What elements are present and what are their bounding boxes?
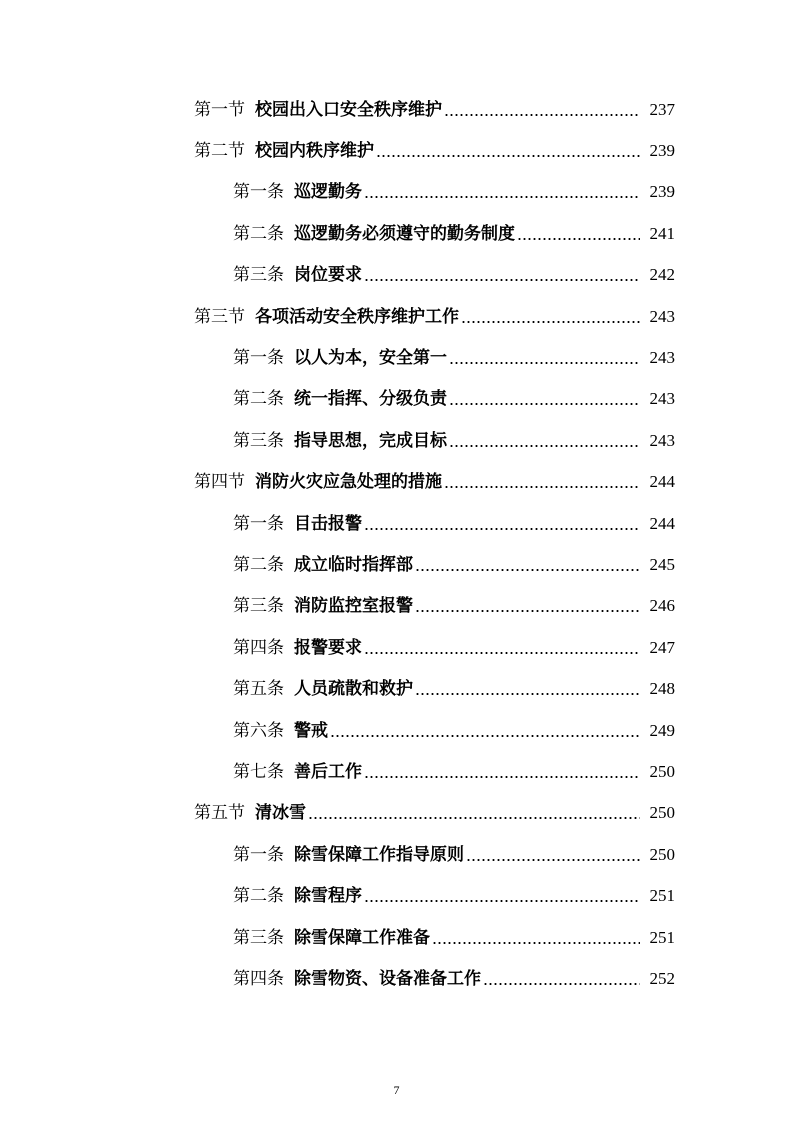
dot-leader [432,928,640,948]
toc-entry[interactable] [0,337,793,378]
toc-entry[interactable] [0,255,793,296]
entry-number: 第六条 [233,720,284,741]
entry-title: 除雪保障工作指导原则 [294,844,464,865]
entry-page: 243 [649,430,675,450]
dot-leader [461,307,640,327]
entry-title: 校园出入口安全秩序维护 [255,99,442,120]
entry-number: 第三条 [233,596,284,617]
entry-title: 善后工作 [294,761,362,782]
entry-title: 校园内秩序维护 [255,141,374,162]
entry-number: 第四条 [233,637,284,658]
entry-number: 第二条 [233,223,284,244]
entry-page: 244 [649,472,675,492]
entry-number: 第二条 [233,886,284,907]
entry-number: 第五条 [233,679,284,700]
entry-number: 第二条 [233,389,284,410]
entry-number: 第二节 [194,141,245,162]
entry-page: 242 [649,265,675,285]
dot-leader [376,141,640,161]
entry-number: 第五节 [194,803,245,824]
toc-entry[interactable] [0,834,793,875]
toc-entry[interactable] [0,958,793,999]
toc-entry[interactable] [0,917,793,958]
toc-entry[interactable] [0,172,793,213]
toc-entry[interactable] [0,462,793,503]
dot-leader [449,348,640,368]
table-of-contents [0,89,793,1000]
entry-page: 246 [649,596,675,616]
entry-number: 第三节 [194,306,245,327]
toc-entry[interactable] [0,751,793,792]
entry-title: 人员疏散和救护 [294,679,413,700]
entry-page: 239 [649,141,675,161]
toc-entry[interactable] [0,544,793,585]
entry-title: 巡逻勤务 [294,182,362,203]
entry-title: 统一指挥、分级负责 [294,389,447,410]
entry-page: 247 [649,637,675,657]
entry-page: 243 [649,348,675,368]
entry-page: 250 [649,803,675,823]
entry-title: 目击报警 [294,513,362,534]
entry-page: 241 [649,223,675,243]
entry-page: 244 [649,513,675,533]
dot-leader [449,431,640,451]
dot-leader [330,721,640,741]
entry-title: 岗位要求 [294,265,362,286]
entry-title: 以人为本，安全第一 [294,348,447,369]
entry-number: 第三条 [233,430,284,451]
dot-leader [364,762,640,782]
entry-title: 消防监控室报警 [294,596,413,617]
entry-page: 252 [649,968,675,988]
entry-page: 250 [649,761,675,781]
entry-title: 各项活动安全秩序维护工作 [255,306,459,327]
dot-leader [483,969,640,989]
toc-entry[interactable] [0,89,793,130]
entry-title: 警戒 [294,720,328,741]
entry-title: 报警要求 [294,637,362,658]
entry-title: 指导思想，完成目标 [294,430,447,451]
entry-page: 249 [649,720,675,740]
toc-entry[interactable] [0,668,793,709]
dot-leader [308,803,640,823]
entry-number: 第一节 [194,99,245,120]
entry-title: 消防火灾应急处理的措施 [255,472,442,493]
toc-entry[interactable] [0,875,793,916]
entry-title: 除雪物资、设备准备工作 [294,968,481,989]
page-number: 7 [393,1083,400,1097]
dot-leader [444,472,640,492]
entry-page: 237 [649,99,675,119]
toc-entry[interactable] [0,420,793,461]
dot-leader [364,265,640,285]
toc-entry[interactable] [0,296,793,337]
toc-entry[interactable] [0,130,793,171]
dot-leader [444,100,640,120]
dot-leader [415,555,640,575]
toc-entry[interactable] [0,379,793,420]
entry-title: 清冰雪 [255,803,306,824]
entry-page: 245 [649,554,675,574]
dot-leader [364,886,640,906]
entry-page: 248 [649,679,675,699]
dot-leader [466,845,640,865]
entry-number: 第一条 [233,348,284,369]
entry-number: 第四条 [233,968,284,989]
entry-number: 第一条 [233,844,284,865]
entry-title: 除雪保障工作准备 [294,927,430,948]
dot-leader [415,679,640,699]
toc-entry[interactable] [0,627,793,668]
entry-number: 第三条 [233,265,284,286]
toc-entry[interactable] [0,213,793,254]
entry-number: 第三条 [233,927,284,948]
entry-page: 243 [649,389,675,409]
entry-number: 第一条 [233,182,284,203]
entry-page: 243 [649,306,675,326]
entry-page: 251 [649,886,675,906]
dot-leader [415,596,640,616]
entry-number: 第七条 [233,761,284,782]
dot-leader [517,224,640,244]
entry-title: 巡逻勤务必须遵守的勤务制度 [294,223,515,244]
toc-entry[interactable] [0,503,793,544]
entry-title: 成立临时指挥部 [294,554,413,575]
dot-leader [364,182,640,202]
entry-number: 第二条 [233,554,284,575]
entry-number: 第一条 [233,513,284,534]
dot-leader [364,638,640,658]
entry-title: 除雪程序 [294,886,362,907]
entry-page: 250 [649,844,675,864]
toc-entry[interactable] [0,710,793,751]
toc-entry[interactable] [0,586,793,627]
entry-page: 251 [649,927,675,947]
dot-leader [449,389,640,409]
toc-entry[interactable] [0,793,793,834]
entry-page: 239 [649,182,675,202]
dot-leader [364,514,640,534]
entry-number: 第四节 [194,472,245,493]
